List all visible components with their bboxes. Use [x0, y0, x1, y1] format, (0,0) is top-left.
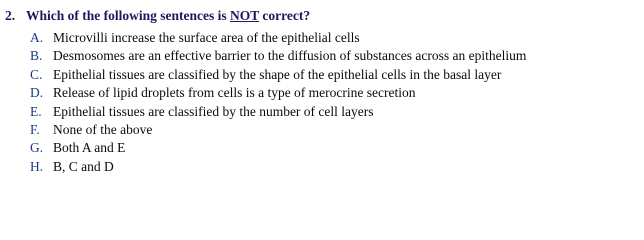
- question-number: 2.: [5, 8, 16, 23]
- answer-options: [5, 30, 635, 177]
- option-b: [30, 48, 635, 66]
- question-block: [5, 8, 635, 177]
- option-letter: C.: [30, 66, 43, 82]
- option-d: [30, 85, 635, 103]
- option-letter: G.: [30, 140, 44, 156]
- option-text: B, C and D: [53, 158, 114, 174]
- option-text: Both A and E: [53, 140, 126, 156]
- option-letter: A.: [30, 30, 44, 45]
- option-letter: H.: [30, 158, 44, 174]
- option-text: Epithelial tissues are classified by the number of cell layers: [53, 103, 374, 119]
- option-text: Epithelial tissues are classified by the shape of the epithelial cells in the basal layer: [53, 66, 502, 82]
- option-text: Release of lipid droplets from cells is a type of merocrine secretion: [53, 85, 416, 101]
- question-stem: [5, 8, 635, 30]
- option-c: [30, 67, 635, 85]
- option-letter: F.: [30, 121, 40, 137]
- option-text: Desmosomes are an effective barrier to the diffusion of substances across an epithelium: [53, 48, 527, 64]
- option-f: [30, 122, 635, 140]
- option-e: [30, 104, 635, 122]
- option-text: None of the above: [53, 121, 153, 137]
- question-text-before: Which of the following sentences is: [26, 8, 230, 23]
- question-emphasis: NOT: [230, 8, 260, 23]
- option-letter: E.: [30, 103, 42, 119]
- option-letter: B.: [30, 48, 43, 64]
- option-g: [30, 140, 635, 158]
- option-h: [30, 159, 635, 177]
- option-letter: D.: [30, 85, 44, 101]
- question-text-after: correct?: [259, 8, 311, 23]
- question-text: [26, 8, 310, 24]
- option-text: Microvilli increase the surface area of the epithelial cells: [53, 30, 360, 45]
- option-a: [30, 30, 635, 48]
